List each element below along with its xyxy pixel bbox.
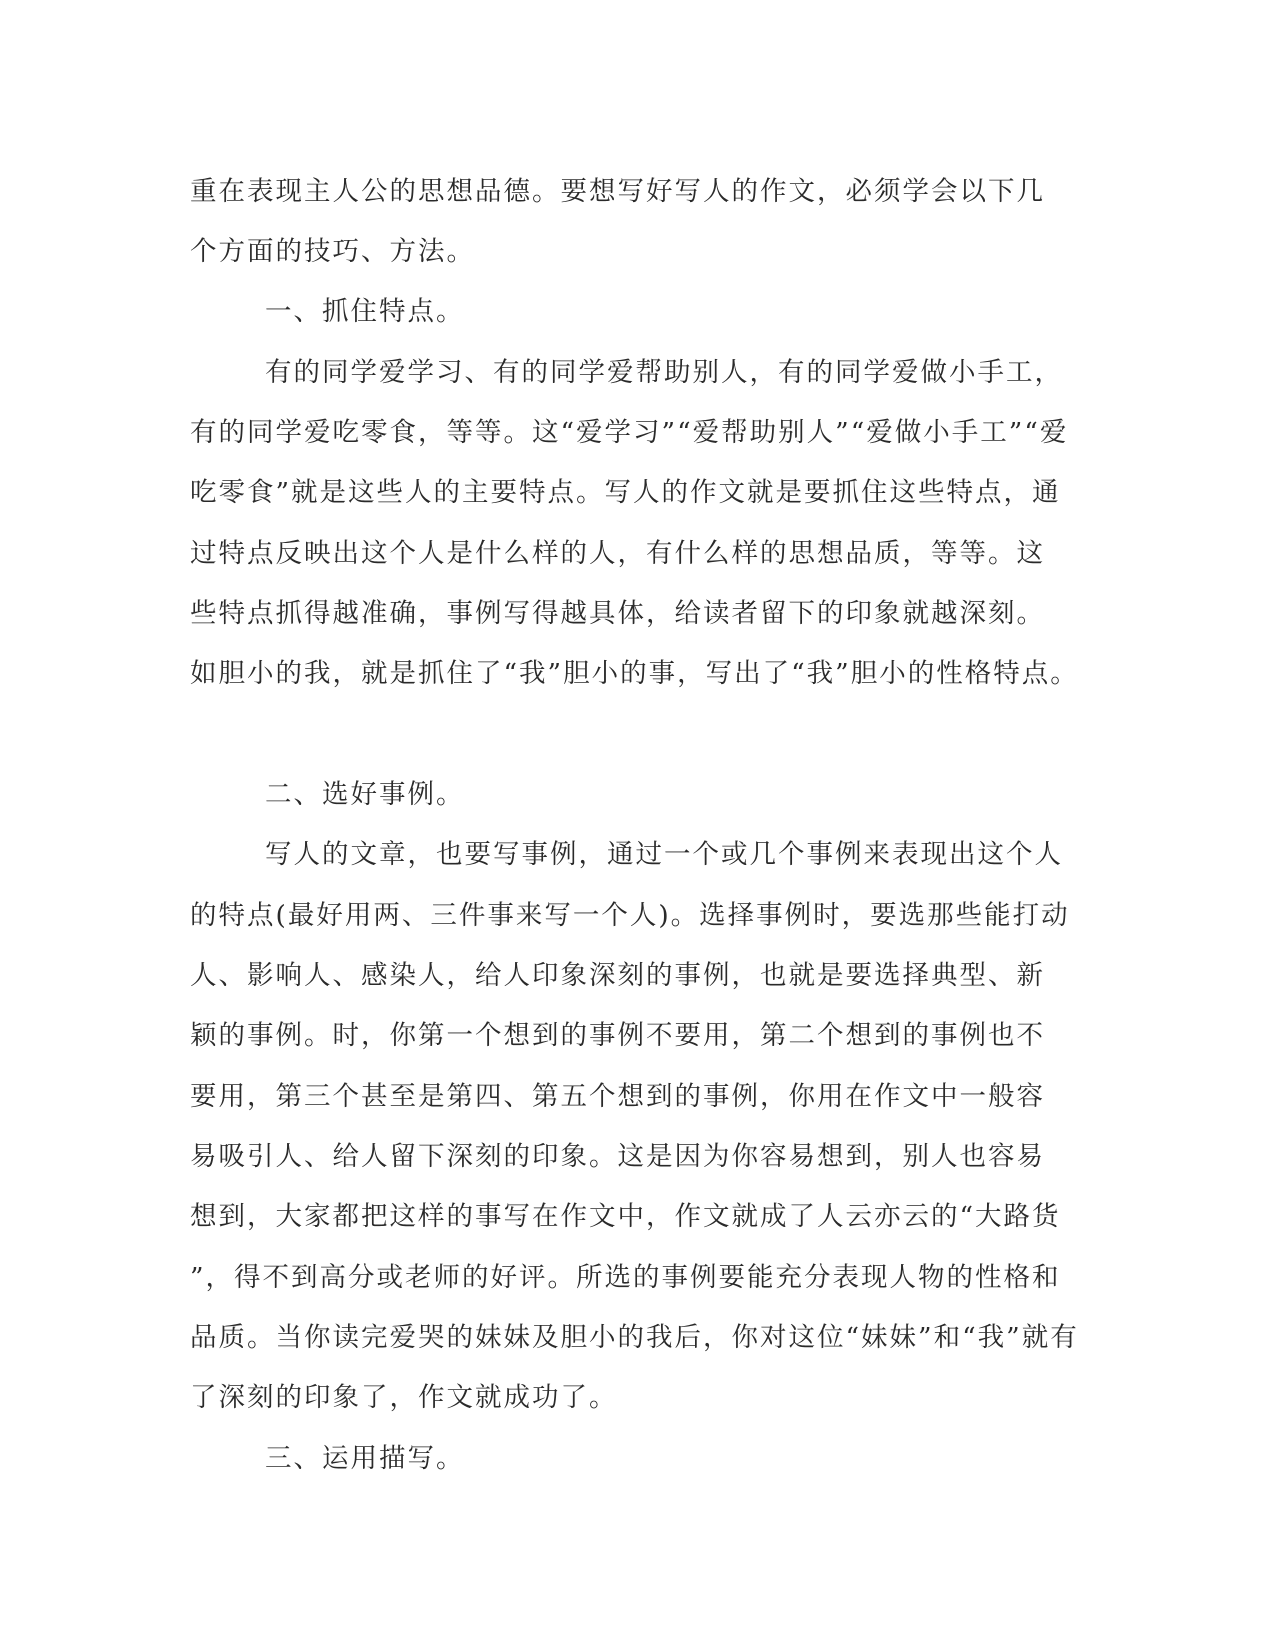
text-line: 易吸引人、给人留下深刻的印象。这是因为你容易想到，别人也容易	[190, 1141, 1045, 1172]
text-line: 要用，第三个甚至是第四、第五个想到的事例，你用在作文中一般容	[190, 1081, 1045, 1112]
paragraph-start: 有的同学爱学习、有的同学爱帮助别人，有的同学爱做小手工，	[265, 357, 1063, 388]
text-line: 如胆小的我，就是抓住了“我”胆小的事，写出了“我”胆小的性格特点。	[190, 658, 1079, 689]
text-line: 有的同学爱吃零食，等等。这“爱学习”“爱帮助别人”“爱做小手工”“爱	[190, 417, 1069, 448]
text-line: 吃零食”就是这些人的主要特点。写人的作文就是要抓住这些特点，通	[190, 477, 1061, 508]
text-line: 些特点抓得越准确，事例写得越具体，给读者留下的印象就越深刻。	[190, 598, 1045, 629]
text-line: 人、影响人、感染人，给人印象深刻的事例，也就是要选择典型、新	[190, 960, 1045, 991]
section-heading: 一、抓住特点。	[265, 296, 465, 327]
text-line: 品质。当你读完爱哭的妹妹及胆小的我后，你对这位“妹妹”和“我”就有	[190, 1322, 1079, 1353]
text-line: 想到，大家都把这样的事写在作文中，作文就成了人云亦云的“大路货	[190, 1201, 1061, 1232]
text-line: 颖的事例。时，你第一个想到的事例不要用，第二个想到的事例也不	[190, 1020, 1045, 1051]
text-line: 了深刻的印象了，作文就成功了。	[190, 1382, 618, 1413]
section-heading: 二、选好事例。	[265, 779, 465, 810]
text-line: ”，得不到高分或老师的好评。所选的事例要能充分表现人物的性格和	[190, 1262, 1061, 1293]
text-line: 个方面的技巧、方法。	[190, 236, 475, 267]
text-line: 重在表现主人公的思想品德。要想写好写人的作文，必须学会以下几	[190, 176, 1045, 207]
section-heading: 三、运用描写。	[265, 1443, 465, 1474]
paragraph-start: 写人的文章，也要写事例，通过一个或几个事例来表现出这个人	[265, 839, 1063, 870]
text-line: 的特点(最好用两、三件事来写一个人)。选择事例时，要选那些能打动	[190, 900, 1070, 931]
text-line: 过特点反映出这个人是什么样的人，有什么样的思想品质，等等。这	[190, 538, 1045, 569]
